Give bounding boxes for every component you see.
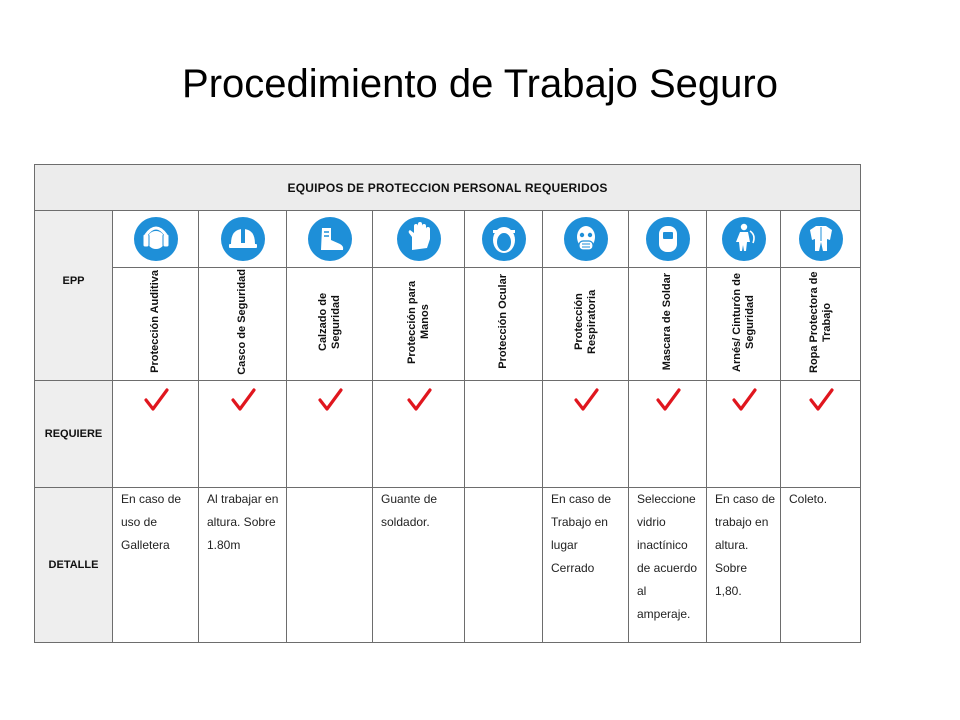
detail-row [35,488,861,643]
ppe-name-cell [113,268,199,381]
ppe-name: Protección para Manos [405,279,431,364]
checkmark-icon [808,387,834,418]
ppe-name: Casco de Seguridad [236,268,248,375]
detail-cell: Coleto. [781,488,861,643]
require-cell [781,381,861,488]
name-row [35,268,861,381]
ppe-name-cell [629,268,707,381]
require-cell [629,381,707,488]
ppe-name-cell [465,268,543,381]
ppe-icon-cell [629,211,707,268]
detail-cell [465,488,543,643]
face-shield-icon [482,217,526,261]
row-label-epp: EPP [35,211,113,381]
ppe-name: Arnés/ Cinturón de Seguridad [730,272,756,372]
glove-icon [397,217,441,261]
ppe-table [34,164,861,643]
require-cell [199,381,287,488]
detail-cell: Al trabajar en altura. Sobre 1.80m [199,488,287,643]
checkmark-icon [406,387,432,418]
row-label-detalle: DETALLE [35,488,113,643]
checkmark-icon [655,387,681,418]
require-cell [287,381,373,488]
detail-cell [287,488,373,643]
ppe-name-cell [287,268,373,381]
ppe-icon-cell [199,211,287,268]
ppe-icon-cell [373,211,465,268]
ppe-name: Protección Respiratoria [572,289,598,354]
ppe-icon-cell [781,211,861,268]
detail-cell: En caso de trabajo en altura. Sobre 1,80. [707,488,781,643]
ppe-icon-cell [113,211,199,268]
ear-protection-icon [134,217,178,261]
ppe-name: Ropa Protectora de Trabajo [807,270,833,373]
table-header: EQUIPOS DE PROTECCION PERSONAL REQUERIDOS [35,165,861,211]
checkmark-icon [731,387,757,418]
respirator-icon [564,217,608,261]
checkmark-icon [317,387,343,418]
require-cell [707,381,781,488]
checkmark-icon [573,387,599,418]
detail-cell: Guante de soldador. [373,488,465,643]
detail-cell: En caso de uso de Galletera [113,488,199,643]
coverall-icon [799,217,843,261]
slide-title: Procedimiento de Trabajo Seguro [182,62,778,106]
row-label-requiere: REQUIERE [35,381,113,488]
safety-boot-icon [308,217,352,261]
ppe-icon-cell [543,211,629,268]
detail-cell: Seleccione vidrio inactínico de acuerdo al amperaje. [629,488,707,643]
ppe-icon-cell [287,211,373,268]
ppe-icon-cell [465,211,543,268]
ppe-icon-cell [707,211,781,268]
ppe-name: Calzado de Seguridad [316,292,342,351]
ppe-name: Protección Auditiva [149,270,161,373]
ppe-name-cell [199,268,287,381]
ppe-name: Mascara de Soldar [661,272,673,371]
require-row [35,381,861,488]
require-cell [373,381,465,488]
ppe-name-cell [707,268,781,381]
hard-hat-icon [221,217,265,261]
checkmark-icon [143,387,169,418]
ppe-name: Protección Ocular [497,274,509,369]
welding-mask-icon [646,217,690,261]
require-cell [113,381,199,488]
require-cell [465,381,543,488]
ppe-name-cell [781,268,861,381]
icon-row [35,211,861,268]
ppe-name-cell [543,268,629,381]
require-cell [543,381,629,488]
harness-icon [722,217,766,261]
detail-cell: En caso de Trabajo en lugar Cerrado [543,488,629,643]
ppe-name-cell [373,268,465,381]
checkmark-icon [230,387,256,418]
